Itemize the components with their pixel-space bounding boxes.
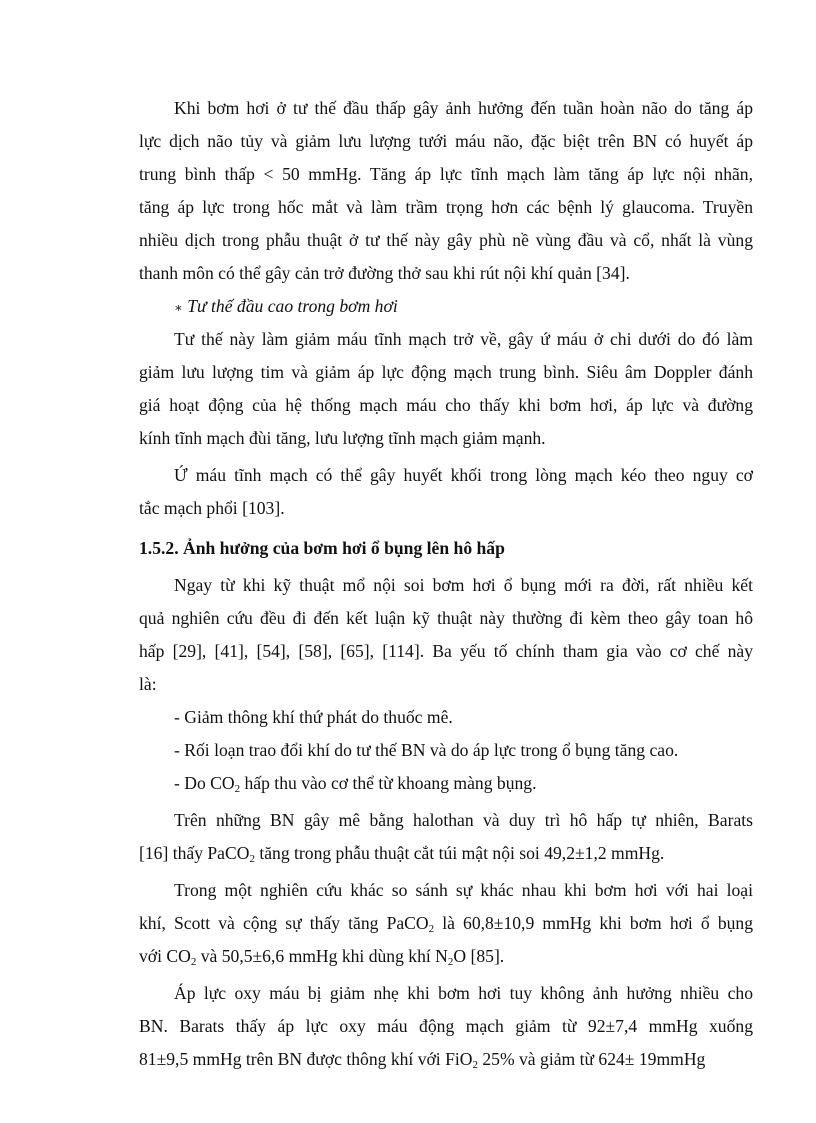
paragraph-2-line-4: kính tĩnh mạch đùi tăng, lưu lượng tĩnh mạch giảm mạnh. xyxy=(139,428,546,448)
p6-subscript-1: 2 xyxy=(428,923,435,935)
subheading-text: Tư thế đầu cao trong bơm hơi xyxy=(187,296,398,316)
p6-subscript-2: 2 xyxy=(190,956,197,968)
paragraph-1-line-3: trung bình thấp < 50 mmHg. Tăng áp lực tĩnh mạch làm tăng áp lực nội nhãn, xyxy=(139,164,753,184)
paragraph-6-line-1: Trong một nghiên cứu khác so sánh sự khác nhau khi bơm hơi với hai loại xyxy=(174,880,753,900)
paragraph-5-line-2 xyxy=(139,841,753,865)
paragraph-4-line-1: Ngay từ khi kỹ thuật mổ nội soi bơm hơi ổ bụng mới ra đời, rất nhiều kết xyxy=(174,575,753,595)
section-heading: 1.5.2. Ảnh hưởng của bơm hơi ổ bụng lên hô hấp xyxy=(139,538,505,558)
paragraph-7-line-2: BN. Barats thấy áp lực oxy máu động mạch giảm từ 92±7,4 mmHg xuống xyxy=(139,1016,753,1036)
p6-text-c: với CO xyxy=(139,946,191,966)
p6-text-a: khí, Scott và cộng sự thấy tăng PaCO xyxy=(139,913,429,933)
paragraph-6-line-2 xyxy=(139,911,753,935)
bullet-3-text-b: hấp thu vào cơ thể từ khoang màng bụng. xyxy=(240,773,537,793)
paragraph-6-line-3 xyxy=(139,944,753,968)
p6-subscript-3: 2 xyxy=(447,956,454,968)
bullet-item-3 xyxy=(174,771,753,795)
p5-subscript: 2 xyxy=(249,853,255,865)
bullet-3-subscript: 2 xyxy=(234,783,241,795)
p7-subscript: 2 xyxy=(472,1059,478,1071)
p6-text-d: và 50,5±6,6 mmHg khi dùng khí N xyxy=(196,946,448,966)
bullet-item-2: - Rối loạn trao đổi khí do tư thế BN và do áp lực trong ổ bụng tăng cao. xyxy=(174,740,679,760)
paragraph-2-line-1: Tư thế này làm giảm máu tĩnh mạch trở về, gây ứ máu ở chi dưới do đó làm xyxy=(174,329,753,349)
p6-text-b: là 60,8±10,9 mmHg khi bơm hơi ổ bụng xyxy=(434,913,754,933)
bullet-3-text-a: - Do CO xyxy=(174,773,235,793)
paragraph-2-line-3: giá hoạt động của hệ thống mạch máu cho thấy khi bơm hơi, áp lực và đường xyxy=(139,395,753,415)
paragraph-5-line-1: Trên những BN gây mê bằng halothan và duy trì hô hấp tự nhiên, Barats xyxy=(174,810,753,830)
p5-text-b: tăng trong phẫu thuật cắt túi mật nội soi 49,2±1,2 mmHg. xyxy=(254,843,665,863)
p7-text-b: 25% và giảm từ 624± 19mmHg xyxy=(477,1049,706,1069)
paragraph-2-line-2: giảm lưu lượng tim và giảm áp lực động mạch trung bình. Siêu âm Doppler đánh xyxy=(139,362,753,382)
paragraph-3-line-1: Ứ máu tĩnh mạch có thể gây huyết khối trong lòng mạch kéo theo nguy cơ xyxy=(174,465,753,485)
p7-text-a: 81±9,5 mmHg trên BN được thông khí với FiO xyxy=(139,1049,473,1069)
p5-text-a: [16] thấy PaCO xyxy=(139,843,250,863)
bullet-item-1: - Giảm thông khí thứ phát do thuốc mê. xyxy=(174,707,453,727)
p6-text-e: O [85]. xyxy=(453,946,505,966)
paragraph-7-line-1: Áp lực oxy máu bị giảm nhẹ khi bơm hơi tuy không ảnh hưởng nhiều cho xyxy=(174,983,753,1003)
paragraph-7-line-3 xyxy=(139,1047,753,1071)
paragraph-1-line-4: tăng áp lực trong hốc mắt và làm trầm trọng hơn các bệnh lý glaucoma. Truyền xyxy=(139,197,753,217)
paragraph-4-line-2: quả nghiên cứu đều đi đến kết luận kỹ thuật này thường đi kèm theo gây toan hô xyxy=(139,608,753,628)
paragraph-3-line-2: tắc mạch phổi [103]. xyxy=(139,498,285,518)
paragraph-1-line-6: thanh môn có thể gây cản trở đường thở sau khi rút nội khí quản [34]. xyxy=(139,263,630,283)
asterisk-icon: ∗ xyxy=(174,300,183,315)
paragraph-4-line-4: là: xyxy=(139,674,157,694)
paragraph-1-line-1: Khi bơm hơi ở tư thế đầu thấp gây ảnh hưởng đến tuần hoàn não do tăng áp xyxy=(174,98,753,118)
paragraph-1-line-5: nhiều dịch trong phẫu thuật ở tư thế này gây phù nề vùng đầu và cổ, nhất là vùng xyxy=(139,230,753,250)
paragraph-4-line-3: hấp [29], [41], [54], [58], [65], [114]. Ba yếu tố chính tham gia vào cơ chế này xyxy=(139,641,753,661)
subheading xyxy=(174,294,753,320)
paragraph-1-line-2: lực dịch não tủy và giảm lưu lượng tưới máu não, đặc biệt trên BN có huyết áp xyxy=(139,131,753,151)
